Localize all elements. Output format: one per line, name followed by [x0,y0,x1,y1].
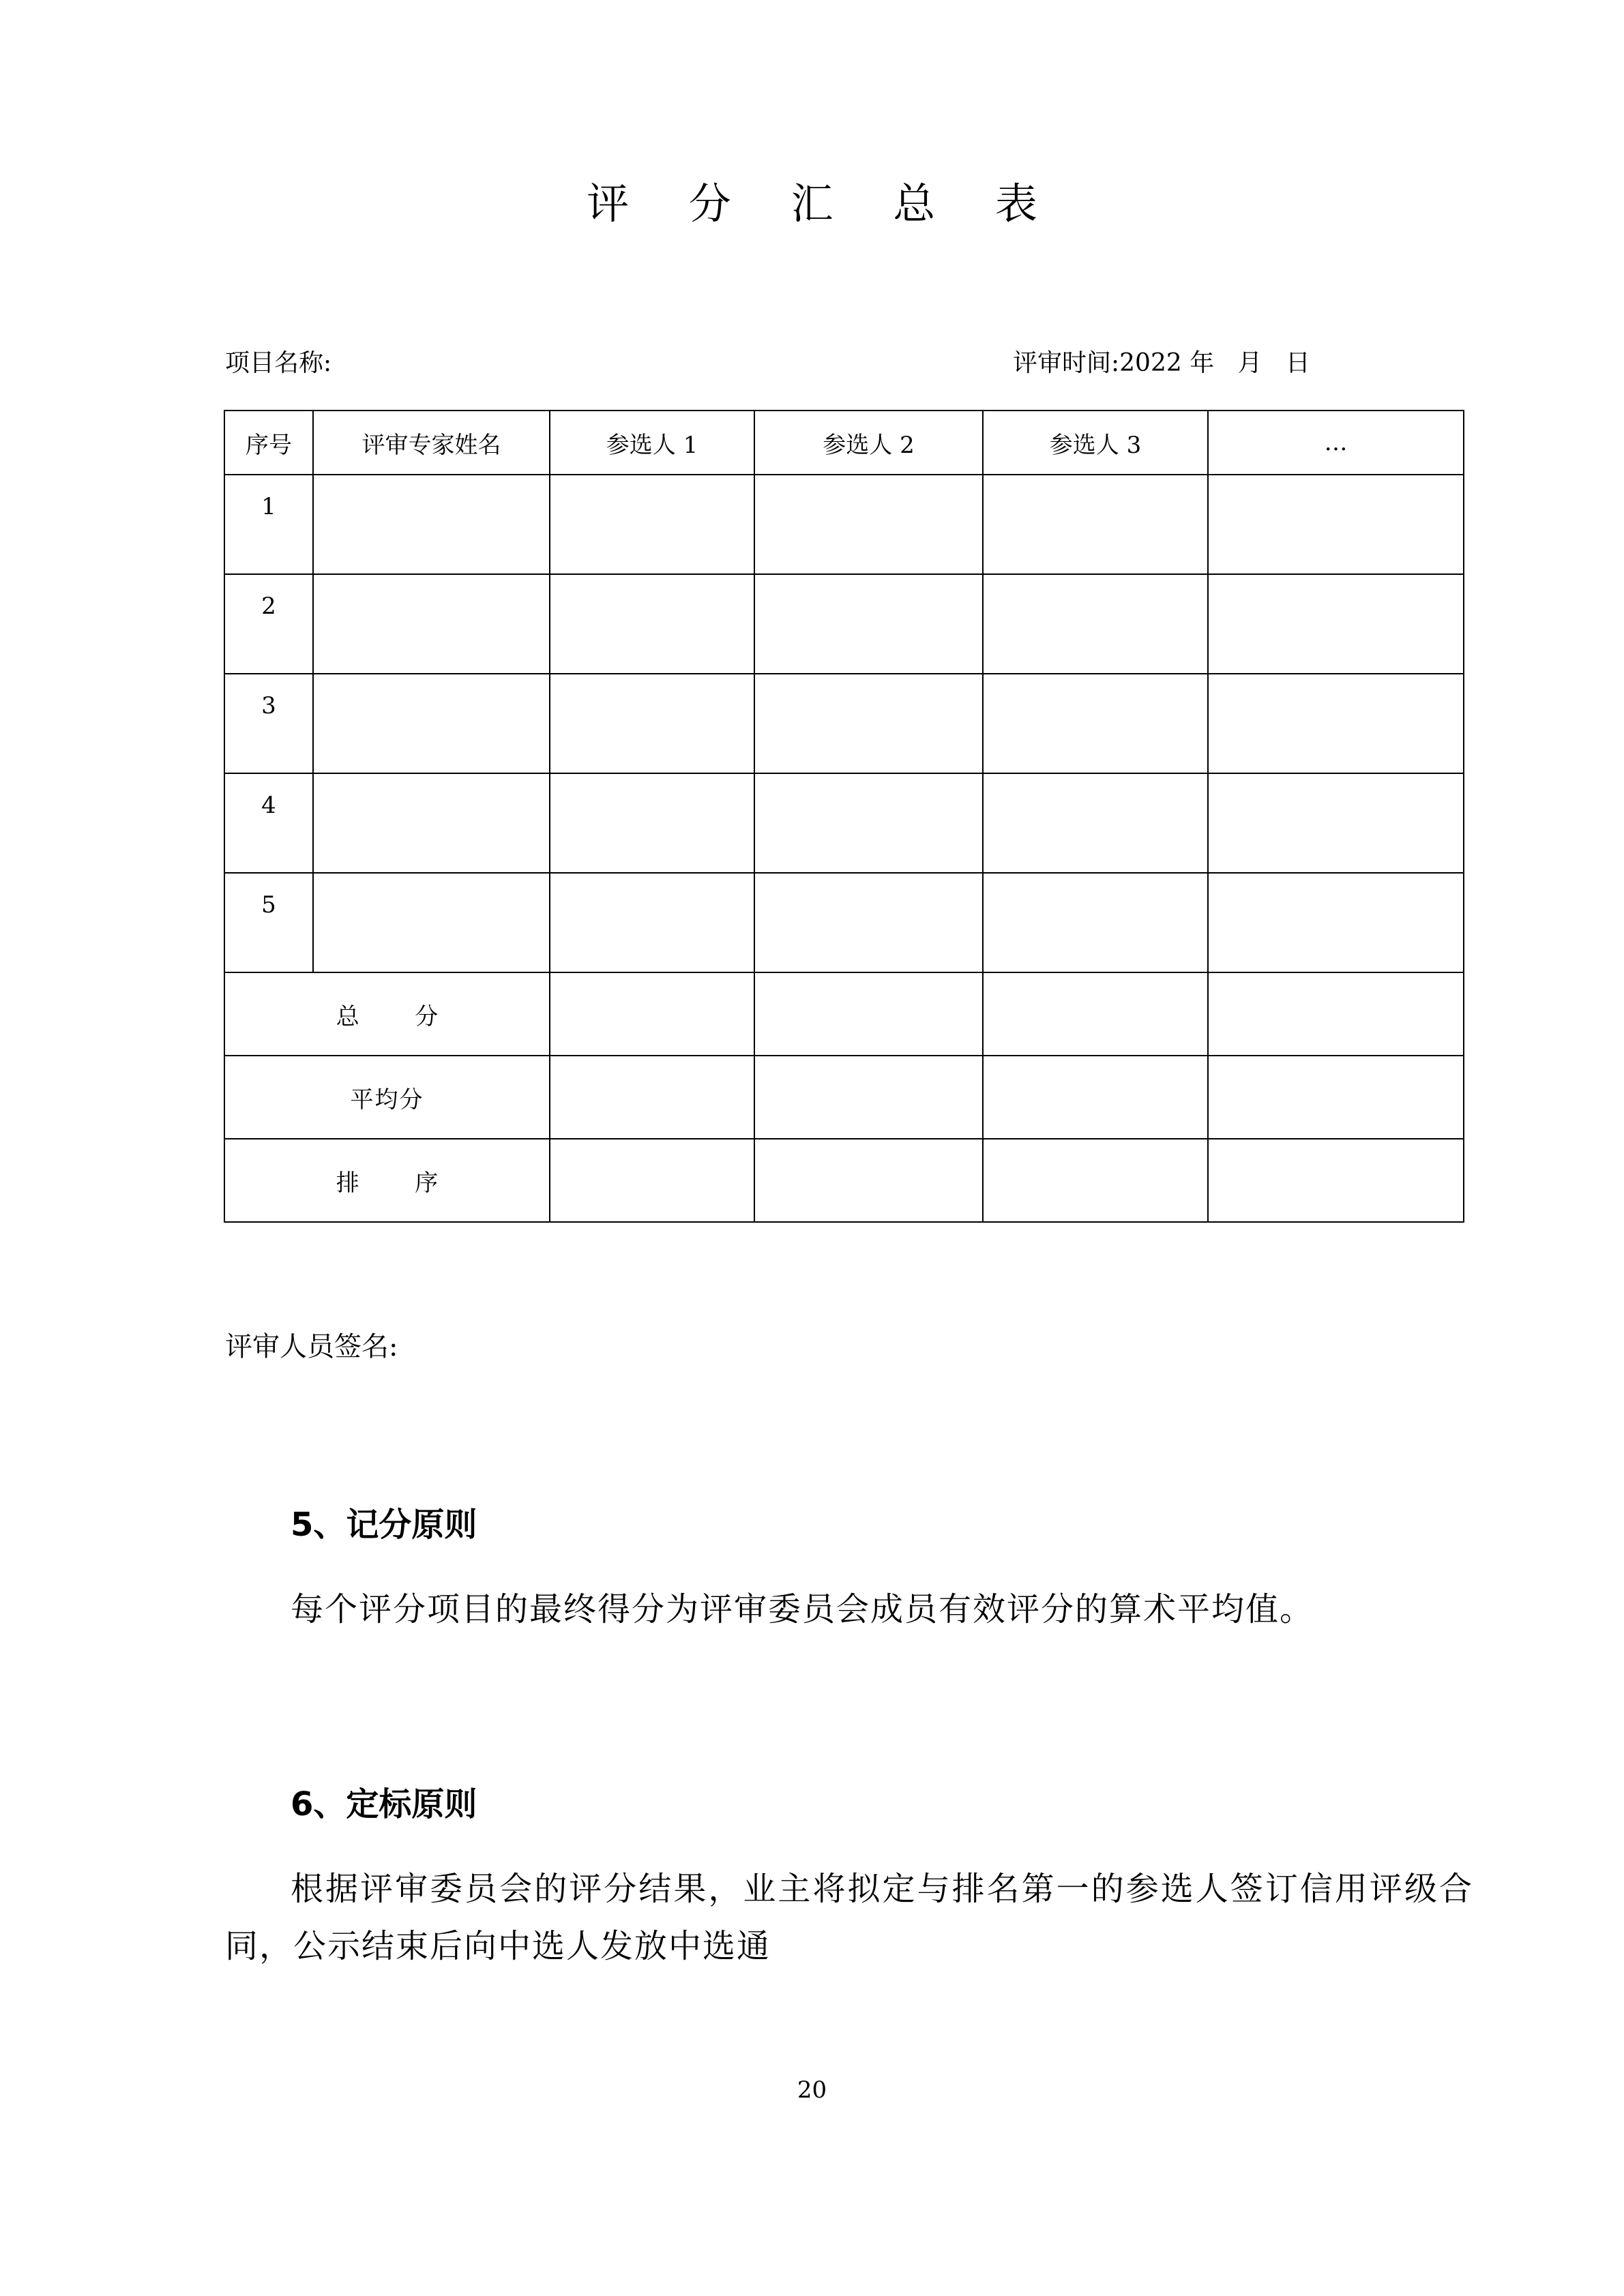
header-cell-expert: 评审专家姓名 [313,411,550,475]
score-cell-p2[interactable] [754,674,983,773]
score-cell-p2[interactable] [754,873,983,972]
score-cell-p1[interactable] [550,475,754,574]
score-cell-more[interactable] [1208,475,1464,574]
score-cell-more[interactable] [1208,674,1464,773]
row-index-cell: 1 [224,475,313,574]
header-cell-index: 序号 [224,411,313,475]
ranking-cell-more[interactable] [1208,1139,1464,1222]
score-cell-more[interactable] [1208,773,1464,873]
ranking-cell-p3[interactable] [983,1139,1208,1222]
header-cell-p2: 参选人 2 [754,411,983,475]
average-score-label: 平均分 [224,1056,550,1139]
total-score-row [224,972,1464,1056]
table-row [224,873,1464,972]
expert-name-cell[interactable] [313,773,550,873]
expert-name-cell[interactable] [313,674,550,773]
total-cell-p2[interactable] [754,972,983,1056]
header-cell-more: … [1208,411,1464,475]
score-cell-more[interactable] [1208,873,1464,972]
table-row [224,574,1464,674]
section-5-heading: 5、记分原则 [291,1506,477,1544]
reviewer-signature-label: 评审人员签名: [225,1331,398,1362]
page-title: 评 分 汇 总 表 [587,179,1061,228]
total-score-label: 总 分 [224,972,550,1056]
score-cell-p2[interactable] [754,773,983,873]
expert-name-cell[interactable] [313,475,550,574]
total-cell-p3[interactable] [983,972,1208,1056]
table-row [224,475,1464,574]
table-row [224,773,1464,873]
score-cell-p3[interactable] [983,574,1208,674]
score-cell-p2[interactable] [754,574,983,674]
average-score-row [224,1056,1464,1139]
score-summary-table [224,410,1464,1223]
score-cell-p3[interactable] [983,873,1208,972]
header-cell-p1: 参选人 1 [550,411,754,475]
score-cell-p3[interactable] [983,773,1208,873]
score-cell-p2[interactable] [754,475,983,574]
section-6-body: 根据评审委员会的评分结果，业主将拟定与排名第一的参选人签订信用评级合同，公示结束后向中选人发放中选通 [225,1870,1473,1965]
score-cell-p3[interactable] [983,475,1208,574]
meta-row [225,346,1466,381]
score-cell-p1[interactable] [550,773,754,873]
average-cell-more[interactable] [1208,1056,1464,1139]
header-cell-p3: 参选人 3 [983,411,1208,475]
score-cell-more[interactable] [1208,574,1464,674]
score-cell-p1[interactable] [550,674,754,773]
row-index-cell: 3 [224,674,313,773]
score-cell-p3[interactable] [983,674,1208,773]
average-cell-p1[interactable] [550,1056,754,1139]
ranking-row [224,1139,1464,1222]
table-row [224,674,1464,773]
expert-name-cell[interactable] [313,873,550,972]
project-name-label: 项目名称: [225,349,332,377]
score-cell-p1[interactable] [550,873,754,972]
row-index-cell: 4 [224,773,313,873]
total-cell-p1[interactable] [550,972,754,1056]
ranking-cell-p2[interactable] [754,1139,983,1222]
average-cell-p2[interactable] [754,1056,983,1139]
expert-name-cell[interactable] [313,574,550,674]
page-number: 20 [797,2076,827,2104]
ranking-cell-p1[interactable] [550,1139,754,1222]
ranking-label: 排 序 [224,1139,550,1222]
score-cell-p1[interactable] [550,574,754,674]
section-5-body: 每个评分项目的最终得分为评审委员会成员有效评分的算术平均值。 [291,1590,1314,1628]
row-index-cell: 5 [224,873,313,972]
section-6-heading: 6、定标原则 [291,1785,477,1823]
review-time-label: 评审时间:2022 年 月 日 [1013,349,1310,377]
row-index-cell: 2 [224,574,313,674]
average-cell-p3[interactable] [983,1056,1208,1139]
total-cell-more[interactable] [1208,972,1464,1056]
table-header-row [224,411,1464,475]
